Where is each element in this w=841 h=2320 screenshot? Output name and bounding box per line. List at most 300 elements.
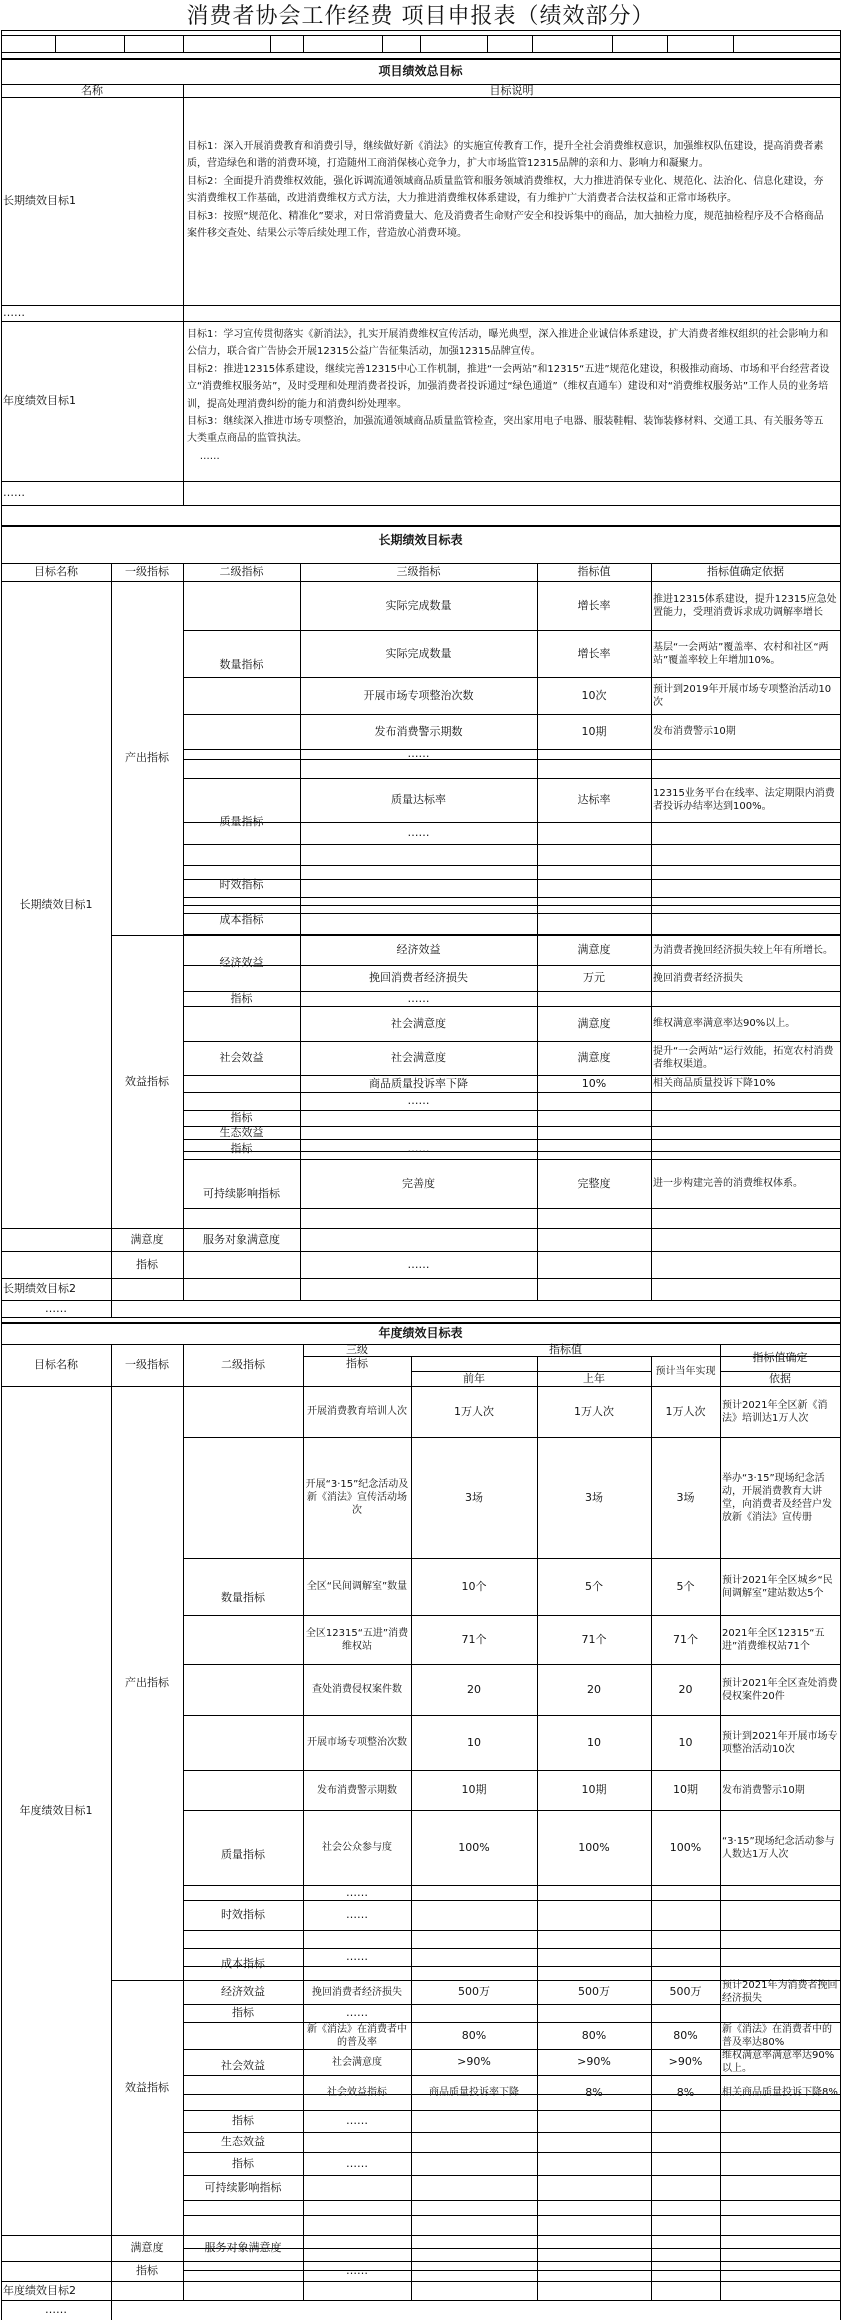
table-cell — [537, 778, 651, 822]
cell-text: 完整度 — [577, 1176, 611, 1190]
cell-text: 三级 — [346, 1343, 368, 1356]
cell-text: 开展“3·15”纪念活动及新《消法》宣传活动场次 — [305, 1479, 409, 1516]
table-cell — [537, 2049, 651, 2075]
cell-text: 三级指标 — [396, 565, 441, 578]
cell-text: 71个 — [581, 1632, 607, 1646]
cell-text: 增长率 — [577, 598, 611, 612]
table-cell — [111, 935, 183, 1228]
table-cell — [651, 563, 840, 581]
cell-text: 预计当年实现 — [655, 1365, 716, 1377]
cell-text: 实际完成数量 — [385, 598, 452, 612]
cell-text: 指标 — [230, 1111, 253, 1124]
table-cell — [537, 677, 651, 714]
table-cell — [1, 1300, 111, 1317]
cell-text: 数量指标 — [221, 1591, 265, 1604]
table-cell — [537, 1371, 651, 1386]
table-cell — [537, 1810, 651, 1885]
cell-text: 时效指标 — [221, 1908, 265, 1921]
cell-text: 预计2021年全区新《消法》培训达1万人次 — [722, 1399, 828, 1424]
cell-text: 指标 — [136, 1257, 158, 1271]
cell-text: 发布消费警示期数 — [374, 724, 463, 738]
section-title: 项目绩效总目标 — [378, 64, 463, 78]
table-cell — [300, 714, 537, 749]
cell-text: 12315业务平台在线率、法定期限内消费者投诉办结率达到100%。 — [653, 788, 835, 812]
table-cell — [183, 1344, 303, 1386]
table-cell — [111, 1228, 183, 1251]
table-cell — [720, 2075, 840, 2110]
cell-text: 推进12315体系建设，提升12315应急处置能力，受理消费诉求成功调解率增长 — [653, 593, 837, 618]
table-cell — [303, 2075, 411, 2110]
cell-text: 满意度 — [577, 1016, 611, 1030]
cell-text: …… — [407, 826, 430, 839]
table-cell — [651, 1437, 720, 1558]
cell-text: 成本指标 — [219, 913, 264, 926]
cell-text: 名称 — [81, 83, 103, 97]
cell-text: 服务对象满意度 — [204, 2241, 282, 2254]
table-cell — [183, 84, 840, 97]
cell-text: 发布消费警示10期 — [653, 726, 736, 737]
cell-text: 500万 — [669, 1985, 702, 1998]
cell-text: 相关商品质量投诉下降10% — [653, 1078, 776, 1089]
cell-text: 生态效益 — [219, 1125, 264, 1139]
table-cell — [651, 2049, 720, 2075]
table-cell — [1, 321, 181, 481]
cell-text: …… — [407, 1257, 430, 1271]
table-cell — [537, 2075, 651, 2110]
cell-text: …… — [3, 486, 25, 499]
page-title: 消费者协会工作经费 项目申报表（绩效部分） — [186, 4, 655, 29]
table-cell — [651, 965, 840, 991]
table-cell — [720, 1615, 840, 1664]
table-cell — [651, 1386, 720, 1437]
cell-text: 时效指标 — [219, 878, 264, 891]
table-cell — [537, 581, 651, 630]
cell-text: 指标值 — [577, 565, 611, 578]
table-cell — [185, 326, 835, 481]
table-cell — [720, 1344, 840, 1371]
table-cell — [183, 563, 300, 581]
table-cell — [183, 2022, 303, 2110]
grid-line-v — [612, 35, 613, 53]
table-cell — [411, 1386, 537, 1437]
cell-text: 10期 — [461, 1783, 487, 1796]
cell-text: 二级指标 — [219, 565, 264, 578]
cell-text: 提升“一会两站”运行效能，拓宽农村消费者维权渠道。 — [653, 1046, 834, 1070]
cell-text: 20 — [678, 1682, 693, 1696]
table-cell — [111, 1344, 183, 1386]
cell-text: >90% — [668, 2055, 703, 2068]
cell-text: 10次 — [581, 688, 607, 702]
grid-line-h — [1, 2281, 841, 2282]
grid-line-h — [1, 52, 841, 53]
table-cell — [303, 2110, 411, 2132]
cell-text: 上年 — [583, 1371, 605, 1385]
cell-text: 开展市场专项整治次数 — [307, 1737, 407, 1748]
table-cell — [303, 1715, 411, 1770]
cell-text: 20 — [587, 1682, 601, 1696]
table-cell — [720, 1371, 840, 1386]
cell-text: 可持续影响指标 — [204, 2180, 282, 2194]
cell-text: 年度绩效目标1 — [19, 1803, 93, 1817]
table-cell — [1, 1322, 840, 1344]
cell-text: 达标率 — [577, 793, 611, 806]
cell-text: 长期绩效目标1 — [19, 897, 93, 911]
table-cell — [1, 481, 181, 505]
table-cell — [537, 1770, 651, 1810]
cell-text: 经济效益 — [221, 1985, 265, 1998]
cell-text: 指标值确定依据 — [707, 565, 784, 578]
cell-text: >90% — [457, 2055, 491, 2068]
cell-text: …… — [346, 2006, 368, 2019]
cell-text: 增长率 — [577, 646, 611, 660]
table-cell — [537, 1664, 651, 1715]
cell-text: 71个 — [673, 1632, 698, 1646]
table-cell — [183, 1159, 300, 1228]
cell-text: “3·15”现场纪念活动参与人数达1万人次 — [722, 1835, 835, 1860]
grid-line-h — [183, 2215, 841, 2216]
section-title: 长期绩效目标表 — [378, 533, 463, 547]
cell-text: 1万人次 — [574, 1404, 614, 1418]
table-cell — [411, 2075, 537, 2110]
table-cell — [651, 1770, 720, 1810]
cell-text: 开展消费教育培训人次 — [307, 1406, 407, 1417]
table-cell — [411, 1980, 537, 2004]
table-cell — [303, 2022, 411, 2049]
table-cell — [720, 2022, 840, 2049]
table-cell — [411, 2022, 537, 2049]
cell-text: …… — [346, 2156, 368, 2170]
table-cell — [185, 138, 835, 278]
table-cell — [411, 1715, 537, 1770]
table-cell — [183, 2152, 303, 2175]
cell-text: 指标 — [232, 2006, 254, 2019]
table-cell — [651, 1159, 840, 1208]
grid-line-h — [1, 30, 841, 31]
table-cell — [300, 581, 537, 630]
cell-text: 10 — [587, 1735, 601, 1749]
cell-text: 目标说明 — [489, 83, 534, 97]
grid-line-h — [1, 1278, 841, 1279]
table-cell — [303, 1810, 411, 1885]
grid-line-v — [183, 84, 184, 506]
table-cell — [300, 630, 537, 677]
cell-text: 产出指标 — [125, 751, 169, 764]
table-cell — [111, 2235, 183, 2261]
grid-line-v — [303, 35, 304, 53]
grid-line-h — [1, 2300, 841, 2301]
table-cell — [537, 563, 651, 581]
table-cell — [300, 991, 537, 1006]
cell-text: >90% — [577, 2055, 611, 2068]
table-cell — [411, 1344, 720, 1356]
grid-line-h — [1, 1317, 841, 1318]
cell-text: 20 — [467, 1682, 481, 1696]
cell-text: 产出指标 — [125, 1676, 169, 1689]
cell-text: 满意度 — [577, 1051, 611, 1064]
cell-text: 8% — [585, 2085, 603, 2099]
cell-text: 预计2021年全区查处消费侵权案件20件 — [722, 1677, 838, 1702]
table-cell — [651, 1980, 720, 2004]
table-cell — [300, 935, 537, 965]
grid-line-h — [183, 759, 841, 760]
cell-text: 10期 — [581, 724, 607, 738]
cell-text: 目标1：学习宣传贯彻落实《新消法》，扎实开展消费维权宣传活动，曝光典型，深入推进企业诚信体系建设，扩大消费者维权组织的社会影响力和公信力，联合省广告协会开展12315公益广告征集活动，加强12315品牌宣传。 目标2：推进12315体系建设，继续完善12315中心工作机制，推进“一会两站”和12315“五进”规范化建设，积极推动商场、市场和平台经营者设立“消费维权服务站”，及时受理和处理消费者投诉，加强消费者投诉通过“绿色通道”（维权直通车）建设和对“消费维权服务站”工作人员的业务培训，提高处理消费纠纷的能力和消费纠纷处理率。 目标3：继续深入推进市场专项整治，加强流通领域商品质量监管检查，突出家用电子电器、服装鞋帽、装饰装修材料、交通工具、有关服务等五大类重点商品的监管执法。 …… — [187, 329, 830, 462]
table-cell — [537, 1075, 651, 1092]
table-cell — [300, 965, 537, 991]
table-cell — [1, 97, 181, 305]
cell-text: 80% — [461, 2028, 487, 2042]
table-cell — [300, 822, 537, 844]
cell-text: …… — [407, 1094, 430, 1107]
cell-text: 数量指标 — [219, 658, 264, 671]
table-cell — [183, 2235, 303, 2261]
table-cell — [183, 991, 300, 1006]
table-cell — [651, 1041, 840, 1075]
grid-line-v — [183, 35, 184, 53]
cell-text: 3场 — [465, 1490, 483, 1504]
table-cell — [537, 1558, 651, 1615]
cell-text: 指标 — [230, 991, 253, 1005]
grid-line-h — [1, 1300, 841, 1301]
table-cell — [111, 563, 183, 581]
table-cell — [111, 1251, 183, 1278]
cell-text: …… — [45, 2302, 67, 2316]
cell-text: 指标值 — [549, 1343, 582, 1356]
table-cell — [537, 1006, 651, 1041]
table-cell — [1, 1278, 111, 1300]
table-cell — [303, 1344, 411, 1356]
table-cell — [300, 1251, 537, 1278]
cell-text: 指标 — [346, 1356, 368, 1370]
table-cell — [183, 1110, 300, 1126]
table-cell — [183, 1810, 303, 1900]
cell-text: 1万人次 — [454, 1404, 494, 1418]
cell-text: 一级指标 — [125, 565, 169, 578]
cell-text: 社会效益 — [221, 2059, 265, 2072]
table-cell — [651, 2075, 720, 2110]
grid-line-h — [183, 1930, 841, 1931]
grid-line-v — [733, 35, 734, 53]
table-cell — [303, 2049, 411, 2075]
table-cell — [651, 630, 840, 677]
table-cell — [111, 1386, 183, 1980]
table-cell — [1, 581, 111, 1228]
cell-text: 100% — [669, 1840, 702, 1854]
grid-line-h — [183, 2270, 841, 2271]
cell-text: 100% — [458, 1840, 490, 1854]
cell-text: 1万人次 — [665, 1404, 706, 1418]
table-cell — [537, 2022, 651, 2049]
table-cell — [183, 865, 300, 905]
cell-text: 质量指标 — [221, 1848, 265, 1861]
cell-text: 新《消法》在消费者中的普及率达80% — [722, 2023, 832, 2048]
table-cell — [183, 1126, 300, 1139]
table-cell — [651, 677, 840, 714]
table-cell — [537, 935, 651, 965]
table-cell — [300, 1139, 537, 1159]
cell-text: 100% — [578, 1840, 610, 1854]
cell-text: 质量达标率 — [391, 793, 446, 806]
table-cell — [411, 1770, 537, 1810]
table-cell — [303, 1615, 411, 1664]
table-cell — [303, 2152, 411, 2175]
cell-text: 社会满意度 — [391, 1016, 446, 1030]
table-cell — [300, 677, 537, 714]
cell-text: 3场 — [585, 1490, 603, 1504]
table-cell — [411, 1810, 537, 1885]
cell-text: 社会效益 — [219, 1051, 264, 1064]
cell-text: 5个 — [676, 1579, 695, 1593]
cell-text: 目标名称 — [34, 565, 78, 578]
cell-text: …… — [346, 1885, 368, 1899]
cell-text: 满意度 — [577, 943, 611, 956]
table-cell — [720, 1437, 840, 1558]
table-cell — [1, 1386, 111, 2235]
cell-text: 500万 — [458, 1985, 490, 1998]
grid-line-v — [382, 35, 383, 53]
cell-text: 80% — [673, 2028, 698, 2042]
cell-text: 全区12315“五进”消费维权站 — [305, 1627, 409, 1652]
table-cell — [1, 1344, 111, 1386]
cell-text: 10个 — [461, 1579, 487, 1593]
table-cell — [537, 1980, 651, 2004]
table-cell — [651, 1615, 720, 1664]
table-cell — [183, 1386, 303, 1810]
cell-text: 满意度 — [130, 2241, 164, 2254]
table-cell — [183, 2004, 303, 2022]
table-cell — [537, 1159, 651, 1208]
table-cell — [720, 1810, 840, 1885]
section-title: 年度绩效目标表 — [378, 1326, 463, 1340]
grid-line-v — [270, 35, 271, 53]
cell-text: 生态效益 — [221, 2135, 265, 2148]
table-cell — [303, 1386, 411, 1437]
cell-text: 指标 — [232, 2156, 254, 2170]
table-cell — [411, 1615, 537, 1664]
cell-text: 商品质量投诉率下降 — [369, 1076, 468, 1090]
cell-text: 维权满意率满意率达90%以上。 — [653, 1018, 796, 1029]
cell-text: 全区“民间调解室”数量 — [306, 1581, 408, 1592]
table-cell — [537, 1386, 651, 1437]
table-cell — [720, 1770, 840, 1810]
cell-text: 为消费者挽回经济损失较上年有所增长。 — [653, 944, 833, 956]
grid-line-v — [532, 35, 533, 53]
table-cell — [651, 1558, 720, 1615]
table-cell — [300, 1159, 537, 1208]
table-cell — [303, 1885, 411, 1900]
table-cell — [411, 2049, 537, 2075]
cell-text: …… — [346, 1950, 368, 1963]
cell-text: 社会效益指标 — [327, 2087, 387, 2098]
cell-text: 经济效益 — [219, 956, 264, 969]
cell-text: 实际完成数量 — [385, 646, 452, 660]
table-cell — [183, 2132, 303, 2152]
table-cell — [720, 1980, 840, 2004]
table-cell — [720, 2049, 840, 2075]
table-cell — [411, 1664, 537, 1715]
table-cell — [300, 1006, 537, 1041]
cell-text: 挽回消费者经济损失 — [653, 972, 743, 984]
cell-text: 一级指标 — [125, 1358, 169, 1371]
table-cell — [537, 714, 651, 749]
cell-text: 10期 — [581, 1783, 607, 1796]
table-cell — [1, 305, 181, 321]
cell-text: …… — [346, 1908, 368, 1921]
table-cell — [300, 1092, 537, 1110]
table-cell — [537, 1715, 651, 1770]
cell-text: 发布消费警示期数 — [317, 1784, 397, 1796]
table-cell — [651, 714, 840, 749]
grid-line-h — [1, 35, 841, 36]
cell-text: 10 — [467, 1735, 481, 1749]
table-cell — [303, 1900, 411, 1930]
table-cell — [537, 965, 651, 991]
cell-text: 满意度 — [130, 1232, 164, 1246]
grid-line-v — [487, 35, 488, 53]
cell-text: 指标 — [232, 2114, 254, 2127]
cell-text: 质量指标 — [219, 814, 264, 828]
table-cell — [720, 1386, 840, 1437]
table-cell — [651, 1715, 720, 1770]
table-cell — [183, 581, 300, 749]
cell-text: 2021年全区12315“五进”消费维权站71个 — [722, 1627, 825, 1652]
table-cell — [651, 1664, 720, 1715]
table-cell — [300, 749, 537, 759]
table-cell — [537, 1437, 651, 1558]
table-cell — [651, 2022, 720, 2049]
table-cell — [111, 2261, 183, 2281]
table-cell — [537, 1615, 651, 1664]
grid-line-v — [420, 35, 421, 53]
table-cell — [1, 563, 111, 581]
cell-text: 3场 — [676, 1490, 695, 1504]
cell-text: 10期 — [673, 1783, 698, 1796]
table-cell — [1, 58, 840, 84]
cell-text: 年度绩效目标1 — [3, 394, 76, 407]
table-cell — [183, 1980, 303, 2004]
cell-text: 80% — [581, 2028, 607, 2042]
cell-text: 基层“一会两站”覆盖率、农村和社区“两站”覆盖率较上年增加10%。 — [653, 641, 829, 666]
cell-text: …… — [407, 747, 430, 760]
grid-line-h — [183, 2200, 841, 2201]
table-cell — [111, 1980, 183, 2195]
cell-text: 查处消费侵权案件数 — [312, 1684, 402, 1695]
cell-text: 预计到2019年开展市场专项整治活动10次 — [653, 683, 832, 708]
table-cell — [300, 563, 537, 581]
table-cell — [720, 1664, 840, 1715]
cell-text: 挽回消费者经济损失 — [312, 1986, 402, 1998]
grid-line-v — [667, 35, 668, 53]
cell-text: 服务对象满意度 — [203, 1232, 280, 1246]
table-cell — [303, 1664, 411, 1715]
table-cell — [183, 2175, 303, 2200]
table-cell — [300, 1075, 537, 1092]
cell-text: 发布消费警示10期 — [722, 1784, 805, 1796]
table-cell — [111, 581, 183, 935]
table-cell — [411, 1437, 537, 1558]
table-cell — [300, 778, 537, 822]
table-cell — [651, 1810, 720, 1885]
table-cell — [720, 1715, 840, 1770]
cell-text: 71个 — [461, 1632, 487, 1646]
table-cell — [183, 1139, 300, 1159]
cell-text: 开展市场专项整治次数 — [363, 688, 474, 702]
table-cell — [300, 1041, 537, 1075]
cell-text: 长期绩效目标1 — [3, 194, 76, 207]
cell-text: 社会满意度 — [391, 1051, 446, 1064]
cell-text: 指标 — [230, 1142, 253, 1155]
cell-text: 目标名称 — [34, 1358, 78, 1371]
